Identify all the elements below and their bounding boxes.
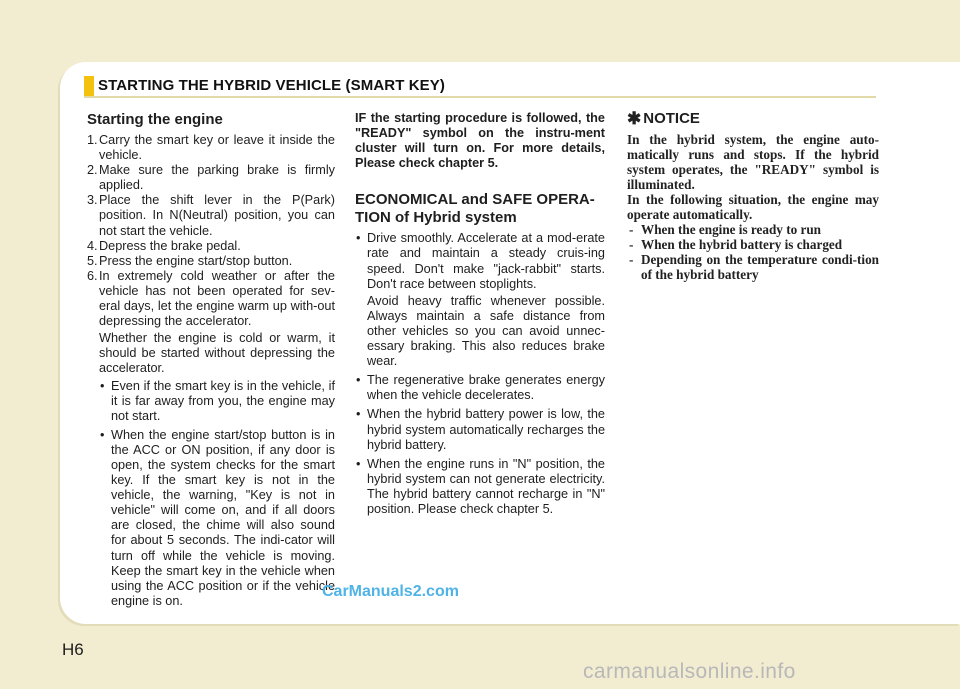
notice-list	[627, 222, 879, 282]
heading-starting-engine: Starting the engine	[87, 111, 223, 128]
bullet-icon: •	[356, 456, 361, 471]
step-item: 6. In extremely cold weather or after the vehicle has not been operated for sev-eral days, let the engine warm up with-out depressing the accelerator. Whether the engine is cold or warm, it should be started without depressing the accelerator. • Even if the smart key is in the vehicle, if it is far away from you, the engine may not start. • When the engine start/stop button is in the ACC or ON position, if any door is open, the system checks for the smart key. If the smart key is not in the vehicle, the warning, "Key is not in vehicle" will come on, and if all doors are closed, the chime will also sound for about 5 seconds. The indi-cator will turn off while the vehicle is moving. Keep the smart key in the vehicle when using the ACC position or if the vehicle engine is on.	[87, 268, 335, 608]
step-6-continuation: Whether the engine is cold or warm, it should be started without depressing the accelerator.	[99, 331, 335, 376]
bullet-icon: •	[356, 407, 361, 422]
header-accent-bar	[84, 76, 94, 98]
bullet-icon: •	[100, 378, 105, 393]
bullet-item: • When the hybrid battery power is low, the hybrid system automatically recharges the hybrid battery.	[356, 407, 605, 452]
notice-body: In the hybrid system, the engine auto-matically runs and stops. If the hybrid system operates, the "READY" symbol is illuminated. In the following situation, the engine may operate automatically. - When the engine is ready to run - When the hybrid battery is charged - Depending on the temperature condi-tion of the hybrid battery	[627, 132, 879, 283]
step-item: 2. Make sure the parking brake is firmly applied.	[87, 163, 335, 193]
sub-bullet-list	[99, 379, 335, 609]
notice-box	[627, 111, 879, 282]
steps-list	[87, 133, 335, 609]
section-title: STARTING THE HYBRID VEHICLE (SMART KEY)	[98, 77, 445, 94]
watermark-carmanuals2: CarManuals2.com	[322, 583, 459, 600]
sub-bullet-item: • When the engine start/stop button is in the ACC or ON position, if any door is open, the system checks for the smart key. If the smart key is not in the vehicle, the warning, "Key is not in vehicle" will come on, and if all doors are closed, the chime will also sound for about 5 seconds. The indi-cator will turn off while the vehicle is moving. Keep the smart key in the vehicle when using the ACC position or if the vehicle engine is on.	[100, 427, 335, 608]
bullet-icon: •	[356, 373, 361, 388]
watermark-carmanualsonline: carmanualsonline.info	[583, 660, 796, 683]
bullet-list	[355, 231, 605, 517]
bullet-item: • When the engine runs in "N" position, the hybrid system can not generate electricity. The hybrid battery cannot recharge in "N" position. Please check chapter 5.	[356, 456, 605, 516]
column-starting-engine	[87, 111, 335, 613]
step-item: 4. Depress the brake pedal.	[87, 238, 241, 253]
notice-title: ✱ NOTICE	[627, 109, 700, 128]
section-header	[84, 76, 876, 98]
bullet-icon: •	[356, 231, 361, 246]
step-item: 5. Press the engine start/stop button.	[87, 253, 293, 268]
notice-item: - When the engine is ready to run	[629, 222, 821, 238]
bullet-item: • The regenerative brake generates energy when the vehicle decelerates.	[356, 373, 605, 403]
column-economical	[355, 111, 605, 521]
notice-star-icon: ✱	[627, 109, 642, 128]
sub-bullet-item: • Even if the smart key is in the vehicle, if it is far away from you, the engine may not start.	[100, 378, 335, 423]
bullet-icon: •	[100, 427, 105, 442]
page-number: H6	[62, 640, 84, 659]
notice-item: - Depending on the temperature condi-tion of the hybrid battery	[629, 252, 879, 283]
bullet-item: • Drive smoothly. Accelerate at a mod-erate rate and maintain a steady cruis-ing speed. Don't make "jack-rabbit" starts. Don't race between stoplights. Avoid heavy traffic whenever possible. Always maintain a safe distance from other vehicles so you can avoid unnec-essary braking. This also reduces brake wear.	[356, 231, 605, 369]
step-item: 3. Place the shift lever in the P(Park) position. In N(Neutral) position, you can not start the vehicle.	[87, 193, 335, 238]
notice-item: - When the hybrid battery is charged	[629, 237, 843, 253]
step-item: 1. Carry the smart key or leave it inside the vehicle.	[87, 133, 335, 163]
ready-note: IF the starting procedure is followed, the "READY" symbol on the instru-ment cluster will turn on. For more details, Please check chapter 5.	[355, 111, 605, 171]
header-rule	[84, 96, 876, 98]
heading-economical: ECONOMICAL and SAFE OPERA- TION of Hybrid system	[355, 191, 595, 227]
